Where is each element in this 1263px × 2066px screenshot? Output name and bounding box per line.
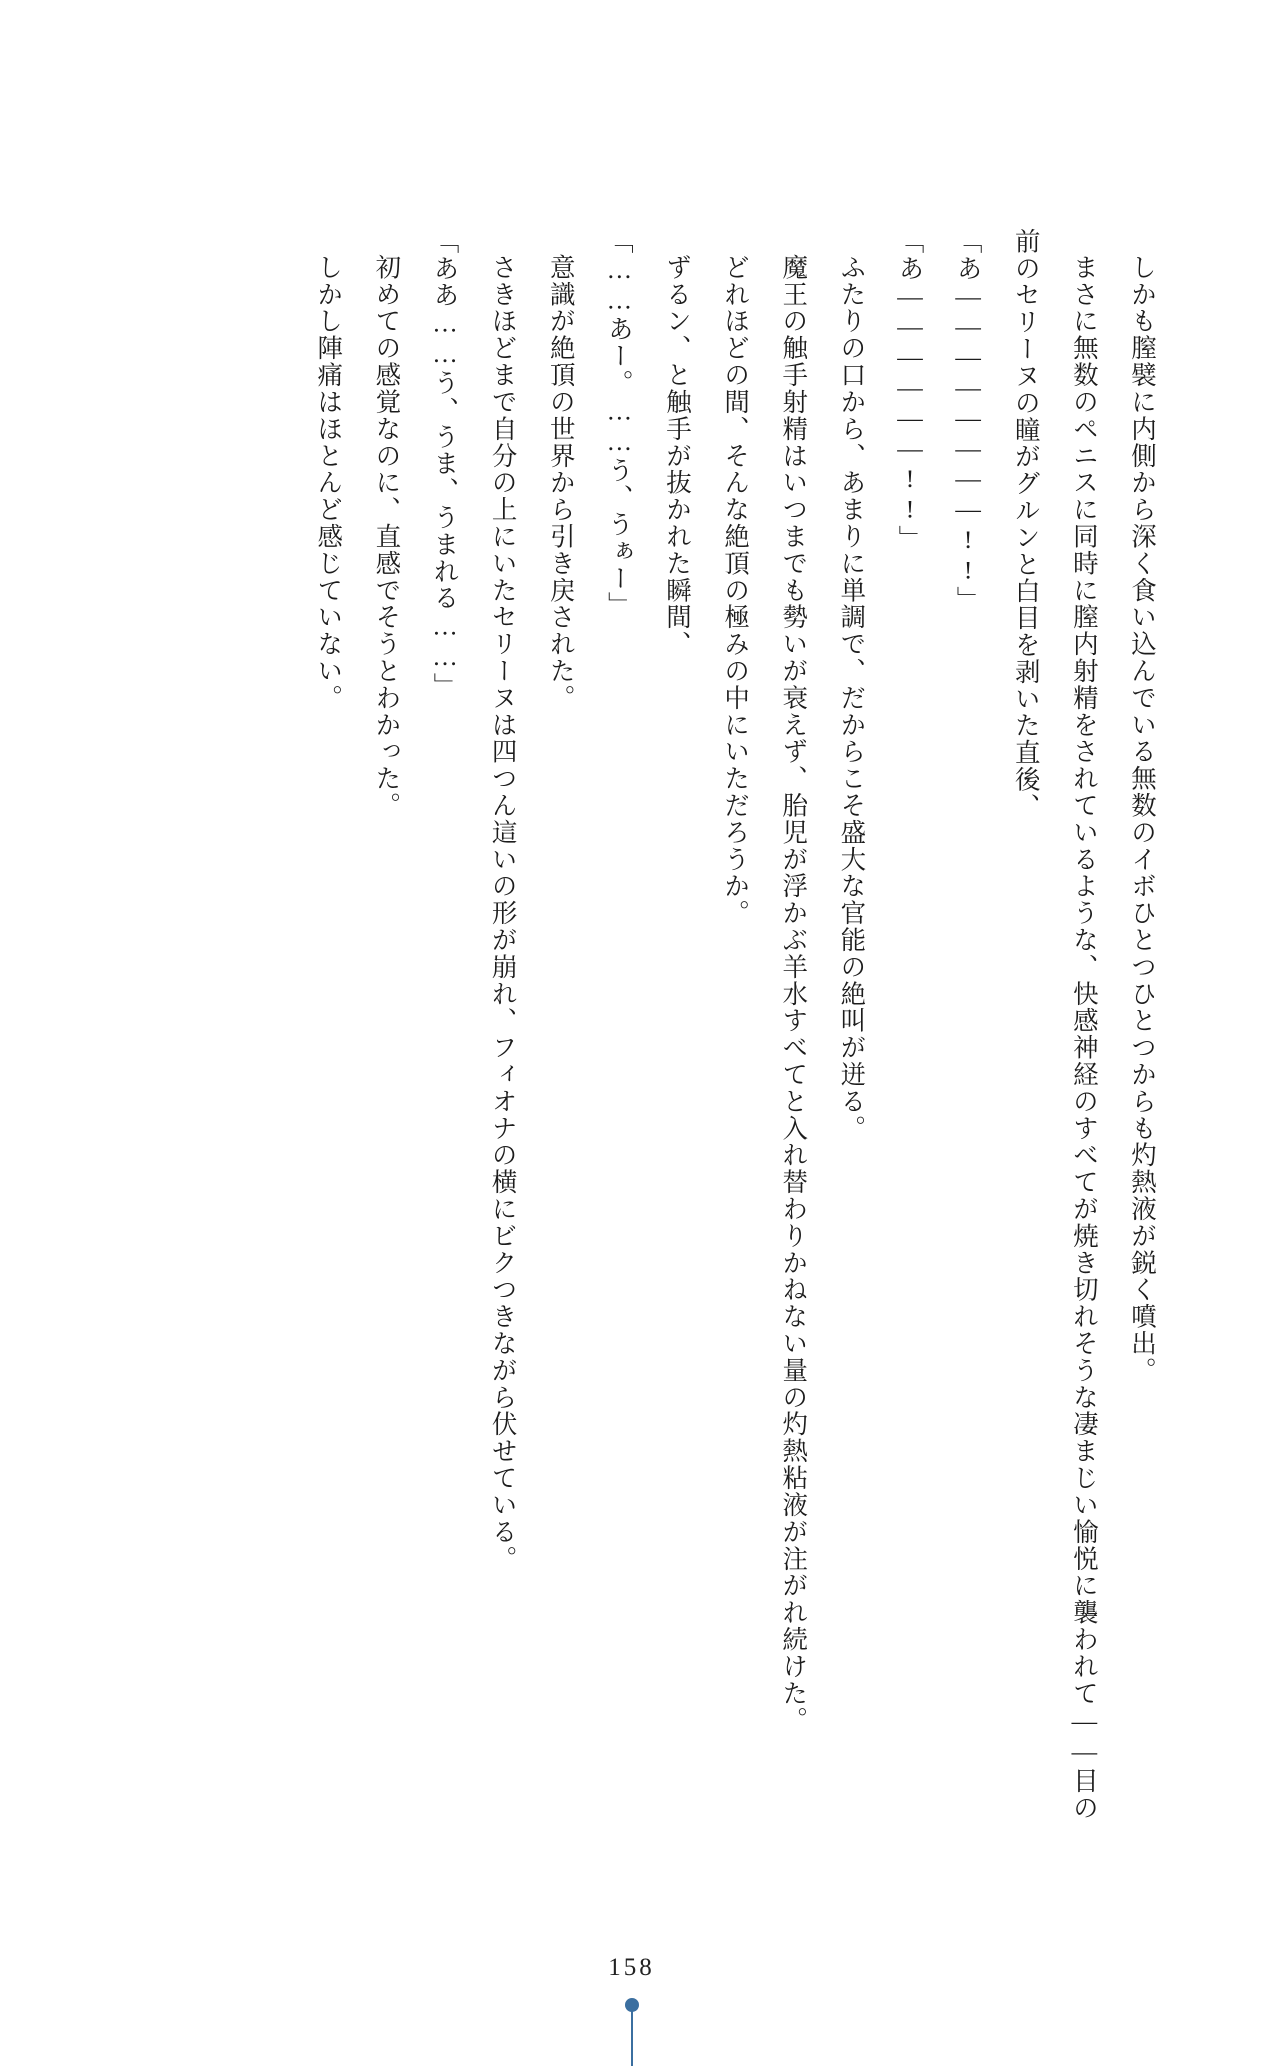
paragraph: 「あ————————!!」 bbox=[953, 228, 983, 613]
paragraph: しかも膣襞に内側から深く食い込んでいる無数のイボひとつひとつからも灼熱液が鋭く噴出。 bbox=[1128, 253, 1157, 1384]
paragraph: 「……あー。……う、うぁー」 bbox=[604, 228, 634, 619]
paragraph: どれほどの間、そんな絶頂の極みの中にいただろうか。 bbox=[721, 253, 751, 927]
paragraph: さきほどまで自分の上にいたセリーヌは四つん這いの形が崩れ、フィオナの横にビクつきながら伏せている。 bbox=[488, 253, 518, 1572]
paragraph: ずるン、と触手が抜かれた瞬間、 bbox=[663, 253, 692, 658]
paragraph: まさに無数のペニスに同時に膣内射精をされているような、快感神経のすべてが焼き切れそうな凄まじい愉悦に襲われて——目の前のセリーヌの瞳がグルンと白目を剥いた直後、 bbox=[1011, 228, 1099, 1821]
page-number: 158 bbox=[608, 1954, 655, 1981]
footer-accent-rule bbox=[631, 2004, 633, 2066]
paragraph: 「ああ……う、うま、うまれる……」 bbox=[430, 228, 460, 700]
paragraph: ふたりの口から、あまりに単調で、だからこそ盛大な官能の絶叫が迸る。 bbox=[837, 253, 867, 1142]
paragraph: 意識が絶頂の世界から引き戻された。 bbox=[546, 253, 576, 711]
footer-accent-dot bbox=[625, 1998, 639, 2012]
paragraph: 「あ——————!!」 bbox=[895, 228, 925, 552]
page-body-text bbox=[171, 228, 1171, 1828]
paragraph: しかし陣痛はほとんど感じていない。 bbox=[314, 253, 344, 711]
paragraph: 魔王の触手射精はいつまでも勢いが衰えず、胎児が浮かぶ羊水すべてと入れ替わりかねない量の灼熱粘液が注がれ続けた。 bbox=[779, 253, 809, 1734]
paragraph: 初めての感覚なのに、直感でそうとわかった。 bbox=[372, 253, 402, 819]
